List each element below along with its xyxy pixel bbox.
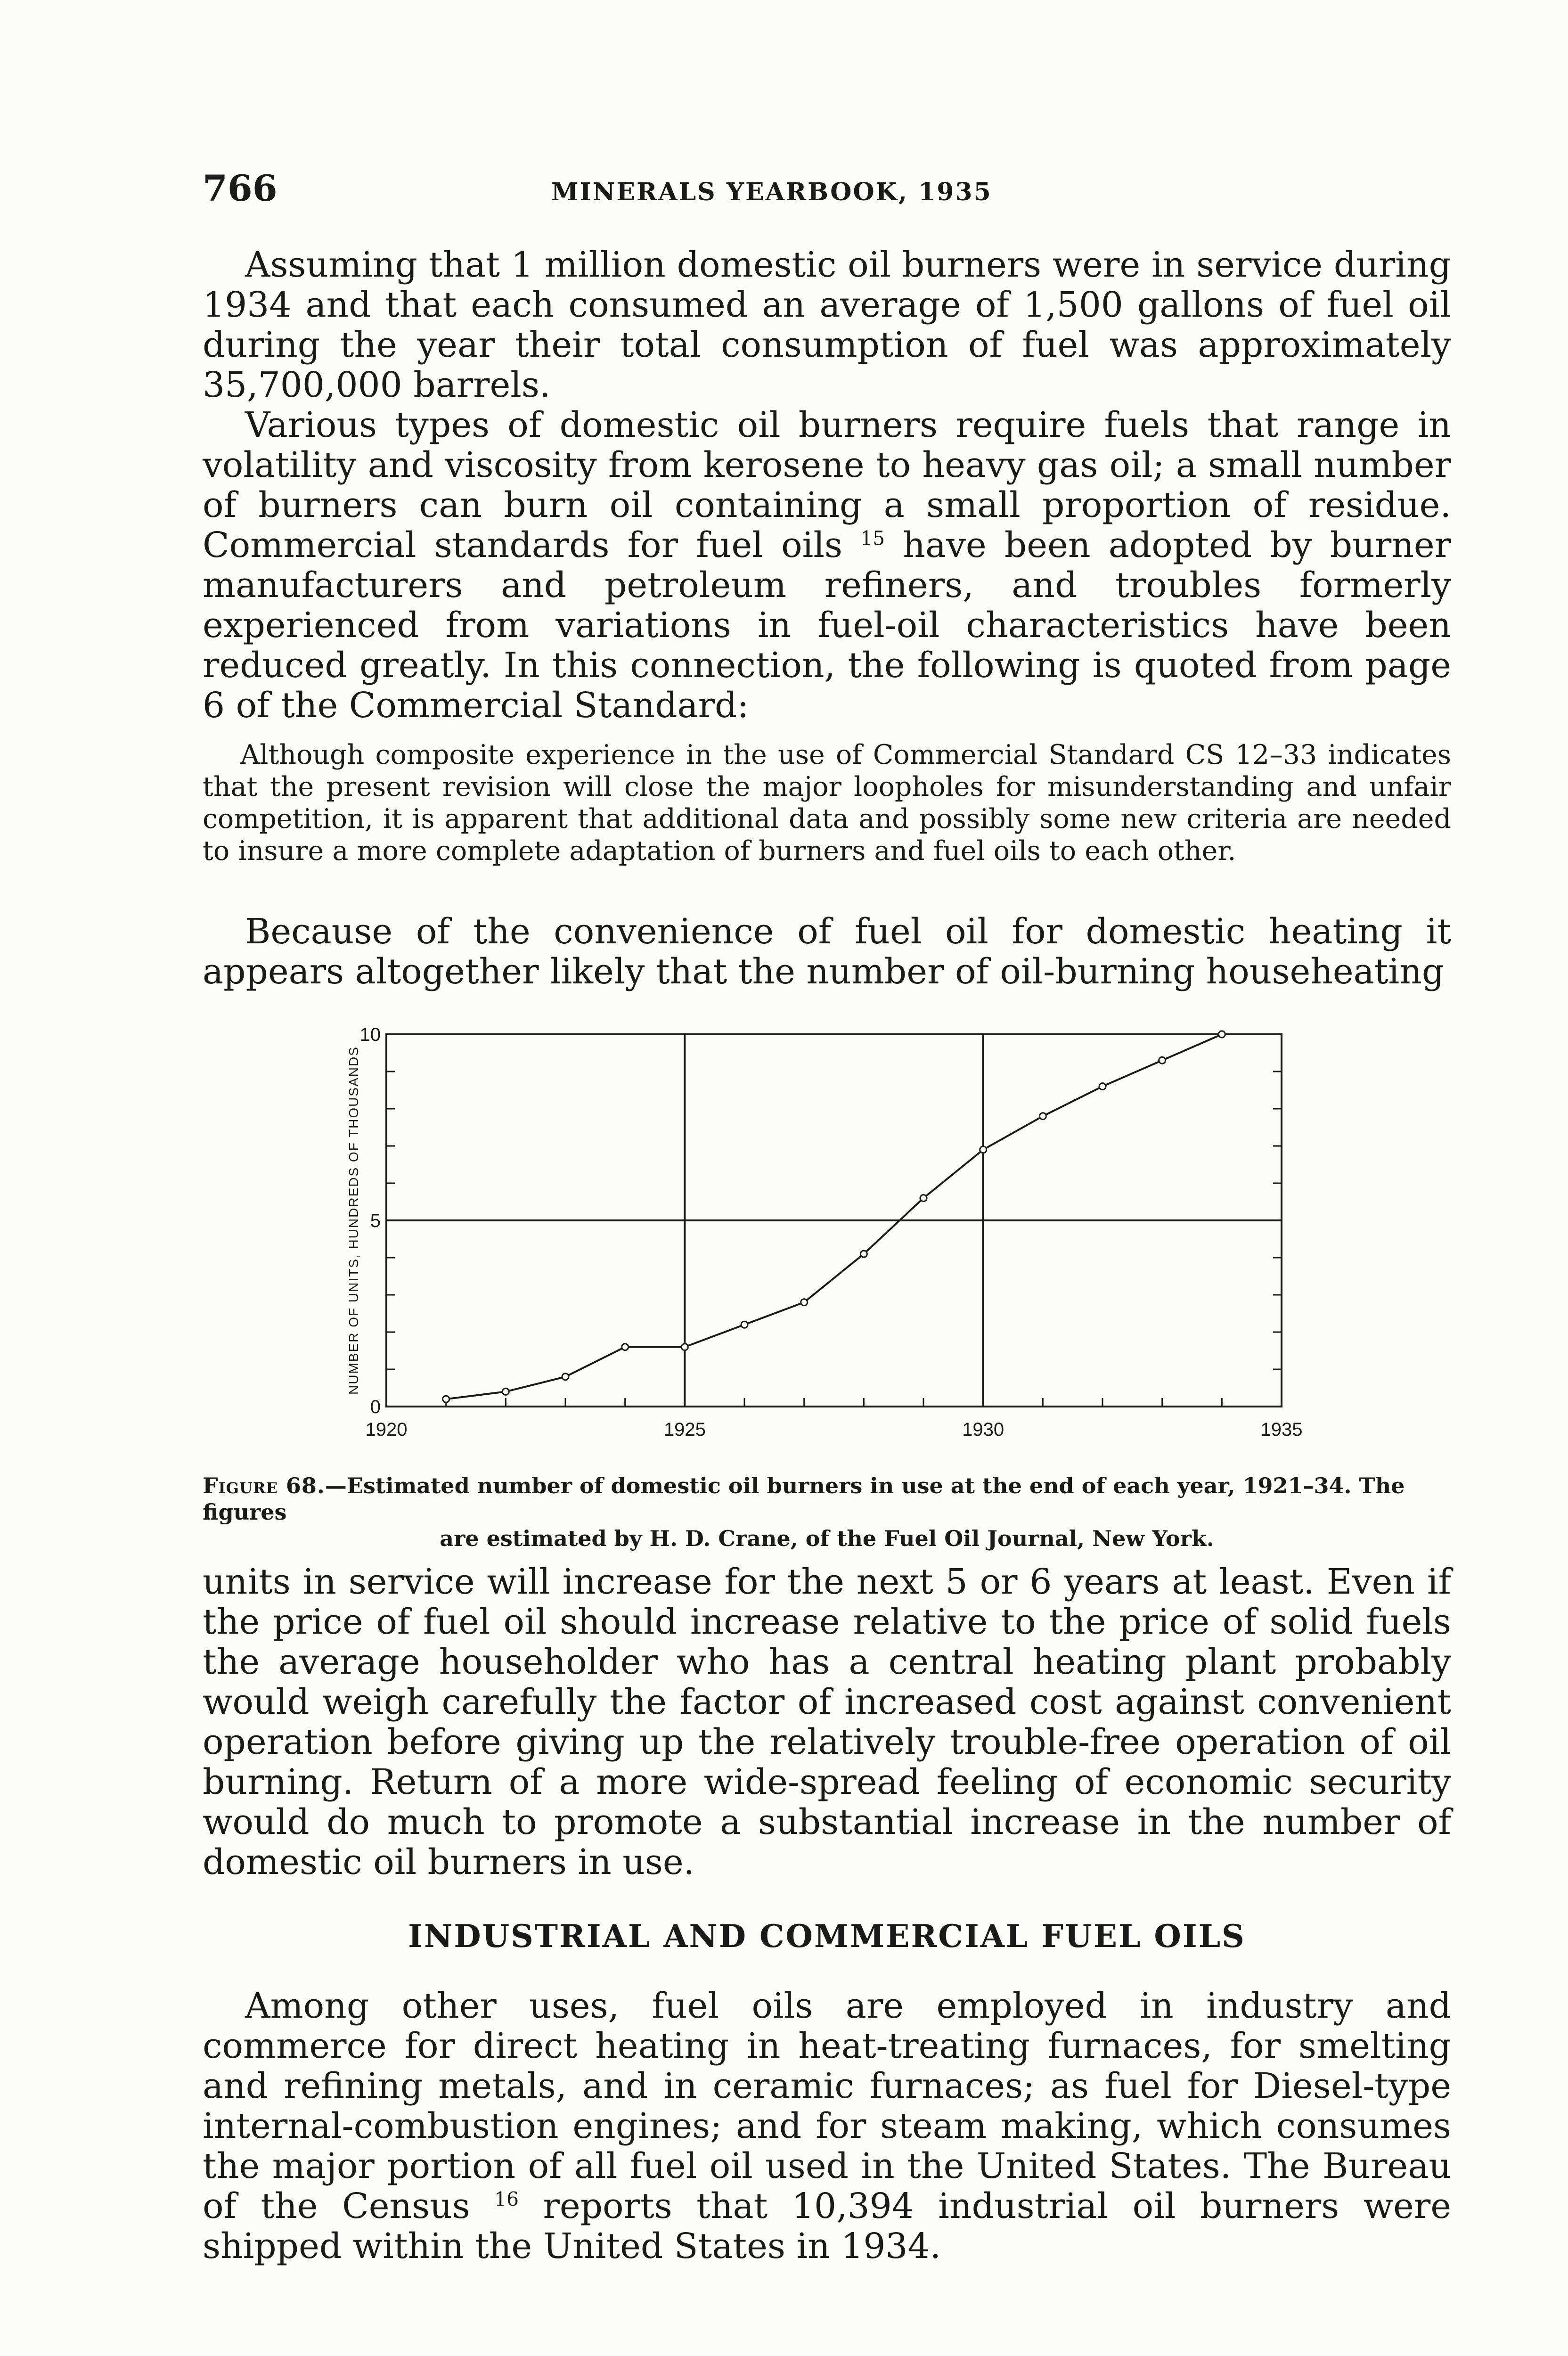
paragraph-domestic-consumption: Assuming that 1 million domestic oil burners were in service during 1934 and that each consumed an average of 1,500 gallons of fuel oil during the year their total consumption of fuel was approximately 35,700,000 barrels. [203,245,1451,405]
paragraph-industrial-part2: reports that 10,394 industrial oil burners were shipped within the United States in 1934. [203,2186,1452,2266]
paragraph-convenience: Because of the convenience of fuel oil for domestic heating it appears altogether likely that the number of oil-burning househeating [203,911,1451,992]
figure-caption-line1 [203,1472,1451,1525]
oil-burners-line-chart [325,1023,1343,1437]
body-text-after-figure [203,1562,1451,1882]
body-text-industrial [203,1986,1451,2266]
section-heading-industrial: INDUSTRIAL AND COMMERCIAL FUEL OILS [408,1918,1246,1955]
x-tick-label-1935: 1935 [1260,1419,1303,1437]
data-point-1932 [1099,1083,1106,1090]
block-quote-commercial-standard: Although composite experience in the use of Commercial Standard CS 12–33 indicates that the present revision will close the major loopholes for misunderstanding and unfair competition, it is apparent that additional data and possibly some new criteria are needed to insure a more complete adaptation of burners and fuel oils to each other. [203,739,1451,867]
data-point-1927 [801,1299,808,1306]
paragraph-industrial-part1: Among other uses, fuel oils are employed in industry and commerce for direct heating in heat-treating furnaces, for smelting and refining metals, and in ceramic furnaces; as fuel for Diesel-type internal-combustion engines; and for steam making, which consumes the major portion of all fuel oil used in the United States. The Bureau of the Census [203,1986,1451,2226]
paragraph-industrial-uses [203,1986,1451,2266]
running-title: MINERALS YEARBOOK, 1935 [551,178,992,206]
data-point-1922 [502,1388,509,1395]
paragraph-burner-types [203,405,1451,726]
data-point-1923 [562,1374,569,1380]
footnote-ref-16: 16 [494,2188,519,2211]
figure-caption-text: —Estimated number of domestic oil burners in use at the end of each year, 1921–34. The figures [203,1473,1405,1525]
figure-caption-line2: are estimated by H. D. Crane, of the Fuel Oil Journal, New York. [440,1526,1214,1551]
figure-label: Figure 68. [203,1473,325,1498]
data-point-1924 [622,1344,629,1350]
y-axis-label: NUMBER OF UNITS, HUNDREDS OF THOUSANDS [346,1046,361,1395]
data-point-1921 [443,1396,449,1402]
paragraph-burner-types-part2: have been adopted by burner manufacturers and petroleum refiners, and troubles formerly experienced from variations in fuel-oil characteristics have been reduced greatly. In this connection, the following is quoted from page 6 of the Commercial Standard: [203,525,1452,726]
data-point-1926 [741,1321,748,1328]
x-tick-label-1925: 1925 [663,1419,706,1437]
footnote-ref-15: 15 [860,527,885,550]
data-point-1930 [980,1146,987,1153]
x-tick-label-1920: 1920 [365,1419,408,1437]
body-text-top [203,245,1451,726]
page-number: 766 [203,167,278,209]
data-point-1934 [1218,1031,1225,1038]
x-tick-label-1930: 1930 [962,1419,1004,1437]
data-point-1925 [681,1344,688,1350]
data-point-1931 [1039,1113,1046,1120]
paragraph-burner-types-part1: Various types of domestic oil burners require fuels that range in volatility and viscosity from kerosene to heavy gas oil; a small number of burners can burn oil containing a small proportion of residue. Commercial standards for fuel oils [203,405,1451,565]
data-point-1928 [860,1251,867,1257]
page-header [203,167,1098,214]
y-tick-label-10: 10 [359,1024,381,1045]
figure-caption [203,1472,1451,1552]
y-tick-label-0: 0 [370,1397,381,1417]
y-tick-label-5: 5 [370,1211,381,1231]
paragraph-units-in-service: units in service will increase for the next 5 or 6 years at least. Even if the price of fuel oil should increase relative to the price of solid fuels the average householder who has a central heating plant probably would weigh carefully the factor of increased cost against convenient operation before giving up the relatively trouble-free operation of oil burning. Return of a more wide-spread feeling of economic security would do much to promote a substantial increase in the number of domestic oil burners in use. [203,1562,1451,1882]
body-text-before-figure [203,912,1451,992]
data-point-1933 [1159,1057,1166,1063]
data-point-1929 [920,1195,927,1202]
